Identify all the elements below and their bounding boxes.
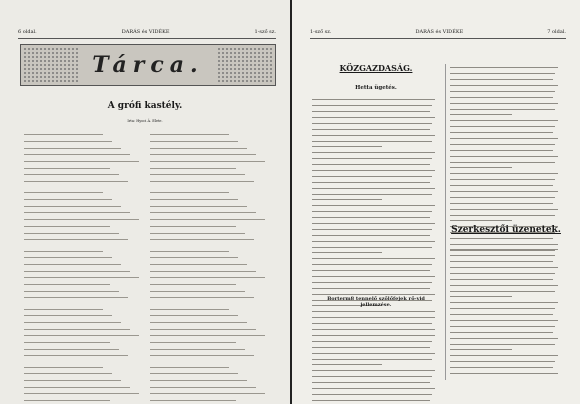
text-line: [450, 299, 558, 303]
text-line: [450, 141, 555, 145]
banner-pattern-right: [217, 47, 273, 83]
poem-line: [150, 188, 229, 193]
text-line: [312, 226, 432, 230]
text-line: [312, 149, 435, 153]
poem-line: [24, 208, 130, 213]
poem-line: [150, 369, 238, 374]
poem-line: [24, 293, 128, 298]
text-line: [312, 161, 430, 165]
poem-line: [150, 143, 247, 148]
poem-line: [24, 228, 119, 233]
poem-line: [150, 376, 247, 381]
poem-line: [24, 177, 128, 182]
poem-line: [150, 293, 254, 298]
header-rule: [18, 38, 276, 39]
text-line: [450, 252, 555, 256]
text-line: [450, 176, 555, 180]
text-line: [312, 267, 430, 271]
banner-pattern-left: [23, 47, 79, 83]
article-title: Borterm8 tennelő szőlőfejek rő-vid jellemzése.: [327, 296, 425, 308]
text-line: [450, 311, 553, 315]
poem-line: [150, 396, 236, 401]
poem-line: [150, 157, 265, 162]
text-line: [450, 117, 558, 121]
stanza: [24, 246, 152, 298]
poem-line: [150, 201, 247, 206]
poem-line: [150, 228, 245, 233]
poem-line: [24, 157, 139, 162]
article-body: [312, 314, 440, 402]
text-line: [450, 111, 512, 115]
poem-line: [24, 338, 110, 343]
poem-line: [24, 376, 121, 381]
text-line: [312, 396, 430, 400]
poem-line: [24, 280, 110, 285]
poem-line: [24, 188, 103, 193]
stanza: [150, 188, 278, 240]
poem-line: [24, 396, 110, 401]
feuilleton-title: Tárca.: [92, 52, 204, 78]
stanza: [150, 246, 278, 298]
stanza: [150, 304, 278, 356]
text-line: [312, 320, 432, 324]
text-line: [312, 96, 435, 100]
text-line: [450, 340, 555, 344]
text-line: [312, 184, 435, 188]
text-line: [312, 326, 430, 330]
text-line: [450, 76, 553, 80]
page-number: 6 oldal.: [18, 29, 37, 35]
text-line: [450, 281, 558, 285]
poem-line: [150, 215, 265, 220]
poem-line: [150, 280, 236, 285]
text-line: [450, 305, 555, 309]
poem-author: Irta: Hyoci Á. Elete.: [127, 119, 163, 123]
poem-line: [24, 324, 130, 329]
text-line: [312, 349, 435, 353]
stanza: [24, 304, 152, 356]
text-line: [312, 391, 432, 395]
text-line: [312, 367, 435, 371]
text-line: [312, 208, 432, 212]
text-line: [312, 102, 432, 106]
text-line: [312, 214, 430, 218]
poem-line: [150, 383, 256, 388]
poem-line: [24, 286, 119, 291]
text-line: [312, 114, 435, 118]
text-line: [450, 352, 558, 356]
poem-line: [24, 304, 103, 309]
text-line: [450, 211, 555, 215]
text-line: [450, 370, 558, 374]
poem-line: [150, 266, 256, 271]
text-line: [450, 82, 558, 86]
text-line: [312, 173, 432, 177]
text-line: [450, 264, 558, 268]
stanza: [150, 130, 278, 182]
text-line: [450, 182, 553, 186]
poem-line: [150, 222, 236, 227]
poem-line: [24, 253, 112, 258]
text-line: [450, 99, 558, 103]
text-line: [450, 246, 558, 250]
text-line: [450, 70, 555, 74]
poem-line: [150, 338, 236, 343]
text-line: [450, 275, 553, 279]
text-line: [450, 194, 555, 198]
text-line: [312, 279, 432, 283]
poem-line: [150, 195, 238, 200]
poem-line: [150, 344, 245, 349]
text-line: [450, 199, 553, 203]
poem-line: [24, 260, 121, 265]
text-line: [450, 334, 558, 338]
stanza: [24, 130, 152, 182]
poem-line: [150, 235, 254, 240]
poem-column-right: [150, 130, 278, 404]
stanza: [24, 188, 152, 240]
text-line: [312, 249, 382, 253]
text-line: [450, 328, 553, 332]
poem-line: [24, 215, 139, 220]
text-line: [312, 202, 435, 206]
text-line: [312, 314, 435, 318]
poem-line: [24, 273, 139, 278]
poem-column-left: [24, 130, 152, 404]
text-line: [312, 237, 435, 241]
poem-line: [150, 311, 238, 316]
text-line: [312, 355, 432, 359]
poem-line: [24, 266, 130, 271]
text-line: [450, 358, 555, 362]
text-line: [450, 146, 553, 150]
text-line: [312, 143, 382, 147]
page-number: 7 oldal.: [547, 29, 566, 35]
article-title: Hetta ügetés.: [355, 85, 397, 91]
text-line: [312, 273, 435, 277]
poem-line: [24, 311, 112, 316]
text-line: [312, 361, 382, 365]
text-line: [312, 167, 435, 171]
poem-line: [24, 143, 121, 148]
poem-line: [24, 163, 110, 168]
poem-line: [150, 253, 238, 258]
poem-line: [150, 170, 245, 175]
poem-line: [150, 163, 236, 168]
text-line: [312, 137, 432, 141]
text-line: [450, 105, 555, 109]
text-line: [450, 323, 555, 327]
text-line: [450, 293, 512, 297]
poem-line: [24, 201, 121, 206]
poem-line: [24, 362, 103, 367]
text-line: [312, 131, 435, 135]
issue-number: 1-sző sz.: [310, 29, 332, 35]
text-line: [312, 385, 435, 389]
text-line: [312, 108, 430, 112]
text-line: [312, 255, 435, 259]
text-line: [450, 129, 553, 133]
text-line: [312, 343, 430, 347]
right-page: [292, 0, 580, 404]
poem-line: [24, 195, 112, 200]
poem-line: [150, 304, 229, 309]
text-line: [450, 152, 558, 156]
header-rule: [310, 38, 566, 39]
text-line: [450, 235, 553, 239]
issue-number: 1-sző sz.: [254, 29, 276, 35]
text-line: [450, 158, 555, 162]
poem-line: [150, 130, 229, 135]
poem-title: A grófi kastély.: [107, 101, 183, 111]
notices-body: [450, 246, 562, 376]
text-line: [450, 270, 555, 274]
poem-line: [24, 383, 130, 388]
text-line: [450, 287, 555, 291]
poem-line: [24, 222, 110, 227]
poem-line: [150, 273, 265, 278]
text-line: [450, 164, 512, 168]
masthead: DARÁS és VIDÉKE: [415, 29, 464, 35]
poem-line: [150, 318, 247, 323]
text-line: [312, 155, 432, 159]
poem-line: [24, 331, 139, 336]
poem-line: [24, 344, 119, 349]
text-line: [312, 125, 430, 129]
text-line: [312, 290, 435, 294]
text-line: [450, 188, 558, 192]
right-page-header: [310, 26, 566, 38]
poem-line: [150, 260, 247, 265]
poem-line: [150, 331, 265, 336]
text-line: [450, 364, 553, 368]
poem-line: [150, 389, 265, 394]
poem-line: [150, 286, 245, 291]
poem-line: [150, 246, 229, 251]
text-line: [312, 285, 430, 289]
stanza: [150, 362, 278, 404]
text-line: [450, 88, 555, 92]
text-line: [450, 258, 553, 262]
text-line: [450, 205, 558, 209]
poem-line: [150, 137, 238, 142]
text-line: [450, 346, 512, 350]
section-heading-editorial: Szerkesztői üzenetek.: [451, 225, 561, 235]
text-line: [450, 135, 558, 139]
text-line: [450, 317, 558, 321]
text-line: [312, 220, 435, 224]
poem-line: [24, 170, 119, 175]
text-line: [450, 241, 558, 245]
text-line: [312, 120, 432, 124]
text-line: [312, 379, 430, 383]
column-rule: [445, 64, 446, 380]
poem-line: [150, 177, 254, 182]
text-line: [312, 243, 432, 247]
text-line: [450, 217, 512, 221]
poem-line: [24, 130, 103, 135]
text-line: [450, 170, 558, 174]
text-line: [312, 338, 432, 342]
poem-line: [150, 351, 254, 356]
text-line: [312, 178, 430, 182]
poem-line: [24, 318, 121, 323]
poem-line: [24, 137, 112, 142]
feuilleton-banner: [20, 44, 276, 86]
text-line: [450, 123, 555, 127]
text-line: [312, 231, 430, 235]
text-line: [312, 261, 432, 265]
poem-line: [150, 324, 256, 329]
text-line: [312, 190, 432, 194]
poem-line: [24, 369, 112, 374]
stanza: [24, 362, 152, 404]
poem-line: [150, 362, 229, 367]
poem-line: [24, 246, 103, 251]
text-line: [312, 332, 435, 336]
text-line: [312, 196, 382, 200]
text-line: [450, 64, 558, 68]
masthead: DARÁS és VIDÉKE: [121, 29, 170, 35]
text-line: [312, 308, 435, 312]
poem-line: [150, 208, 256, 213]
poem-line: [150, 150, 256, 155]
left-page-header: [18, 26, 276, 38]
text-line: [312, 373, 432, 377]
poem-line: [24, 150, 130, 155]
section-heading-economy: KÖZGAZDASÁG.: [339, 63, 413, 73]
poem-line: [24, 389, 139, 394]
poem-line: [24, 235, 128, 240]
poem-line: [24, 351, 128, 356]
text-line: [450, 93, 553, 97]
